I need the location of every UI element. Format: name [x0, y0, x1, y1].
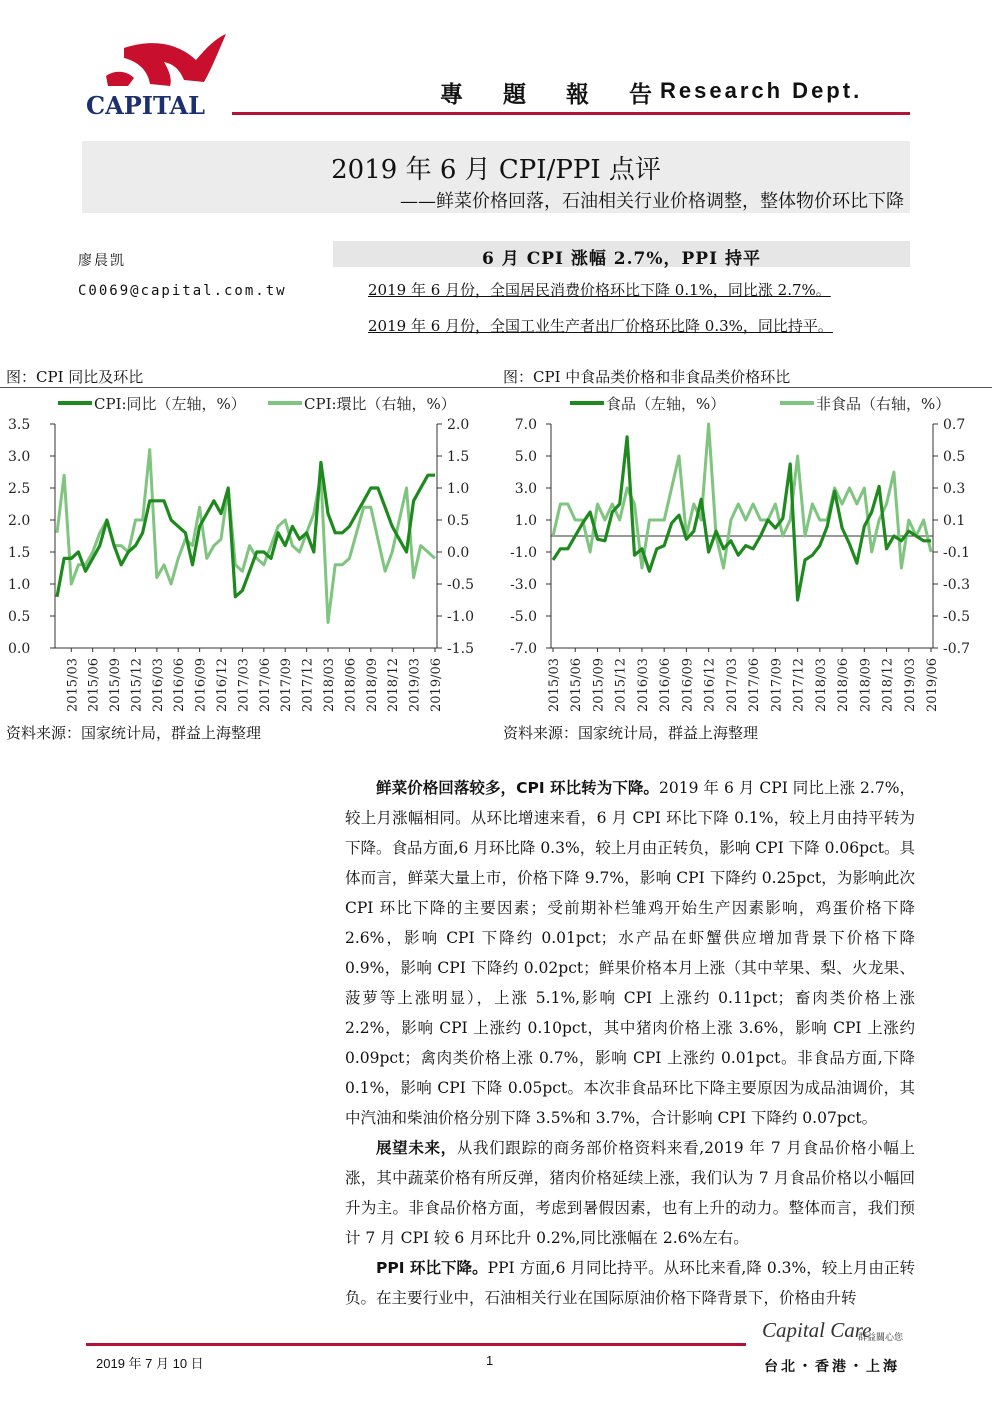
footer-brand: Capital Care — [762, 1318, 872, 1342]
x-tick-label: 2018/03 — [322, 657, 338, 712]
y-left-tick-label: 3.0 — [514, 481, 537, 497]
x-tick-label: 2016/12 — [215, 657, 231, 712]
logo-wing-shape — [106, 72, 134, 86]
legend-label: 非食品（右轴，%） — [816, 395, 951, 413]
footer-date: 2019 年 7 月 10 日 — [96, 1356, 204, 1371]
x-tick-label: 2019/03 — [902, 657, 918, 712]
paragraph-outlook-lead: 展望未来， — [376, 1139, 457, 1157]
x-tick-label: 2018/12 — [386, 657, 402, 712]
x-tick-label: 2015/09 — [591, 657, 607, 712]
x-tick-label: 2019/03 — [407, 657, 423, 712]
x-tick-label: 2019/06 — [925, 657, 940, 712]
y-right-tick-label: 0.0 — [447, 545, 470, 561]
x-tick-label: 2015/03 — [65, 657, 81, 712]
x-tick-label: 2015/06 — [86, 657, 102, 712]
y-right-tick-label: -1.0 — [447, 609, 474, 625]
x-tick-label: 2016/09 — [193, 657, 209, 712]
y-right-tick-label: 0.7 — [943, 417, 966, 433]
y-left-tick-label: 0.5 — [8, 609, 31, 625]
x-tick-label: 2017/03 — [236, 657, 252, 712]
y-right-tick-label: -0.1 — [943, 545, 970, 561]
right-chart-caption: 图：CPI 中食品类价格和非食品类价格环比 — [503, 368, 791, 386]
y-left-tick-label: 1.0 — [8, 577, 31, 593]
x-tick-label: 2019/06 — [429, 657, 444, 712]
y-left-tick-label: 3.0 — [8, 449, 31, 465]
paragraph-ppi-text: PPI 方面,6 月同比持平。从环比来看,降 0.3%，较上月由正转负。在主要行业中，石油相关行业在国际原油价格下降背景下，价格由升转 — [345, 1259, 916, 1307]
y-left-tick-label: -5.0 — [510, 609, 537, 625]
x-tick-label: 2018/12 — [880, 657, 896, 712]
paragraph-outlook-text: 从我们跟踪的商务部价格资料来看,2019 年 7 月食品价格小幅上涨，其中蔬菜价格有所反弹，猪肉价格延续上涨，我们认为 7 月食品价格以小幅回升为主。非食品价格方面，考虑到暑假因素，也有上升的动力。整体而言，我们预计 7 月 CPI 较 6 月环比升 0.2%,同比涨幅在 2.6%左右。 — [345, 1139, 915, 1247]
x-tick-label: 2016/03 — [635, 657, 651, 712]
paragraph-cpi — [345, 773, 915, 1133]
report-type: 專 題 報 告 — [440, 82, 669, 108]
y-left-tick-label: -7.0 — [510, 641, 537, 657]
y-right-tick-label: 1.0 — [447, 481, 470, 497]
y-right-tick-label: 0.1 — [943, 513, 966, 529]
x-tick-label: 2016/12 — [702, 657, 718, 712]
y-left-tick-label: 2.0 — [8, 513, 31, 529]
page-subtitle: ——鲜菜价格回落，石油相关行业价格调整，整体物价环比下降 — [400, 191, 904, 212]
x-tick-label: 2017/09 — [279, 657, 295, 712]
summary-line-cpi: 2019 年 6 月份，全国居民消费价格环比下降 0.1%，同比涨 2.7%。 — [368, 281, 831, 299]
y-right-tick-label: 1.5 — [447, 449, 470, 465]
x-tick-label: 2017/09 — [769, 657, 785, 712]
x-tick-label: 2017/12 — [300, 657, 316, 712]
x-tick-label: 2017/06 — [257, 657, 273, 712]
y-right-tick-label: 0.3 — [943, 481, 966, 497]
page-number: 1 — [486, 1353, 494, 1368]
summary-headline: 6 月 CPI 涨幅 2.7%，PPI 持平 — [482, 249, 761, 269]
x-tick-label: 2017/03 — [724, 657, 740, 712]
x-tick-label: 2016/06 — [658, 657, 674, 712]
x-tick-label: 2018/09 — [858, 657, 874, 712]
y-right-tick-label: 0.5 — [943, 449, 966, 465]
y-left-tick-label: -1.0 — [510, 545, 537, 561]
logo-text: CAPITAL — [86, 91, 206, 118]
capital-logo — [84, 30, 234, 118]
x-tick-label: 2015/12 — [613, 657, 629, 712]
series-line-primary — [57, 462, 435, 596]
summary-line-ppi: 2019 年 6 月份，全国工业生产者出厂价格环比降 0.3%，同比持平。 — [368, 317, 833, 335]
series-line-secondary — [553, 424, 931, 568]
y-right-tick-label: -0.7 — [943, 641, 970, 657]
y-left-tick-label: 2.5 — [8, 481, 31, 497]
x-tick-label: 2018/09 — [364, 657, 380, 712]
series-line-secondary — [57, 450, 435, 623]
caption-rule — [0, 387, 992, 388]
y-left-tick-label: 5.0 — [514, 449, 537, 465]
y-left-tick-label: 1.0 — [514, 513, 537, 529]
author-email[interactable]: C0069@capital.com.tw — [78, 283, 287, 299]
food-nonfood-chart — [496, 390, 992, 720]
x-tick-label: 2018/03 — [813, 657, 829, 712]
footer-rule — [86, 1343, 746, 1346]
x-tick-label: 2015/09 — [108, 657, 124, 712]
x-tick-label: 2017/06 — [747, 657, 763, 712]
y-right-tick-label: -0.3 — [943, 577, 970, 593]
x-tick-label: 2016/03 — [150, 657, 166, 712]
x-tick-label: 2018/06 — [343, 657, 359, 712]
y-left-tick-label: 3.5 — [8, 417, 31, 433]
logo-bird-shape — [124, 34, 226, 86]
y-right-tick-label: -0.5 — [447, 577, 474, 593]
legend-label: CPI:同比（左轴，%） — [94, 395, 246, 413]
x-tick-label: 2016/06 — [172, 657, 188, 712]
x-tick-label: 2018/06 — [836, 657, 852, 712]
title-box — [82, 141, 910, 213]
summary-box — [333, 241, 910, 267]
left-chart-source: 资料来源：国家统计局，群益上海整理 — [6, 724, 262, 742]
legend-label: CPI:環比（右轴，%） — [304, 395, 456, 413]
x-tick-label: 2015/12 — [129, 657, 145, 712]
y-right-tick-label: 2.0 — [447, 417, 470, 433]
y-left-tick-label: 1.5 — [8, 545, 31, 561]
y-right-tick-label: -0.5 — [943, 609, 970, 625]
paragraph-cpi-lead: 鲜菜价格回落较多，CPI 环比转为下降。 — [376, 779, 659, 797]
research-dept: Research Dept. — [660, 78, 863, 103]
x-tick-label: 2017/12 — [791, 657, 807, 712]
series-line-primary — [553, 437, 931, 600]
right-chart-source: 资料来源：国家统计局，群益上海整理 — [503, 724, 759, 742]
y-left-tick-label: 7.0 — [514, 417, 537, 433]
y-right-tick-label: 0.5 — [447, 513, 470, 529]
footer-brand-cn: 群益關心您 — [858, 1333, 904, 1343]
y-left-tick-label: 0.0 — [8, 641, 31, 657]
paragraph-ppi-lead: PPI 环比下降。 — [376, 1259, 488, 1277]
legend-label: 食品（左轴，%） — [606, 395, 726, 413]
x-tick-label: 2015/06 — [569, 657, 585, 712]
x-tick-label: 2015/03 — [547, 657, 562, 712]
paragraph-outlook — [345, 1133, 915, 1253]
x-tick-label: 2016/09 — [680, 657, 696, 712]
header-rule — [232, 112, 910, 115]
y-left-tick-label: -3.0 — [510, 577, 537, 593]
left-chart-caption: 图：CPI 同比及环比 — [6, 368, 144, 386]
page-title: 2019 年 6 月 CPI/PPI 点评 — [331, 155, 661, 185]
body-text — [345, 773, 915, 1313]
author-name: 廖晨凯 — [78, 253, 126, 269]
footer-cities: 台北・香港・上海 — [764, 1359, 900, 1375]
cpi-yoy-mom-chart — [0, 390, 496, 720]
paragraph-ppi — [345, 1253, 915, 1313]
paragraph-cpi-text: 2019 年 6 月 CPI 同比上涨 2.7%，较上月涨幅相同。从环比增速来看，6 月 CPI 环比下降 0.1%，较上月由持平转为下降。食品方面,6 月环比降 0.3%，较上月由正转负，影响 CPI 下降 0.06pct。具体而言，鲜菜大量上市，价格下降 9.7%，影响 CPI 下降约 0.25pct，为影响此次 CPI 环比下降的主要因素；受前期补栏雏鸡开始生产因素影响，鸡蛋价格下降 2.6%，影响 CPI 下降约 0.01pct；水产品在虾蟹供应增加背景下价格下降 0.9%，影响 CPI 下降约 0.02pct；鲜果价格本月上涨（其中苹果、梨、火龙果、菠萝等上涨明显），上涨 5.1%,影响 CPI 上涨约 0.11pct；畜肉类价格上涨 2.2%，影响 CPI 上涨约 0.10pct，其中猪肉价格上涨 3.6%，影响 CPI 上涨约 0.09pct；禽肉类价格上涨 0.7%，影响 CPI 上涨约 0.01pct。非食品方面,下降 0.1%，影响 CPI 下降 0.05pct。本次非食品环比下降主要原因为成品油调价，其中汽油和柴油价格分别下降 3.5%和 3.7%，合计影响 CPI 下降约 0.07pct。 — [345, 779, 915, 1127]
y-right-tick-label: -1.5 — [447, 641, 474, 657]
